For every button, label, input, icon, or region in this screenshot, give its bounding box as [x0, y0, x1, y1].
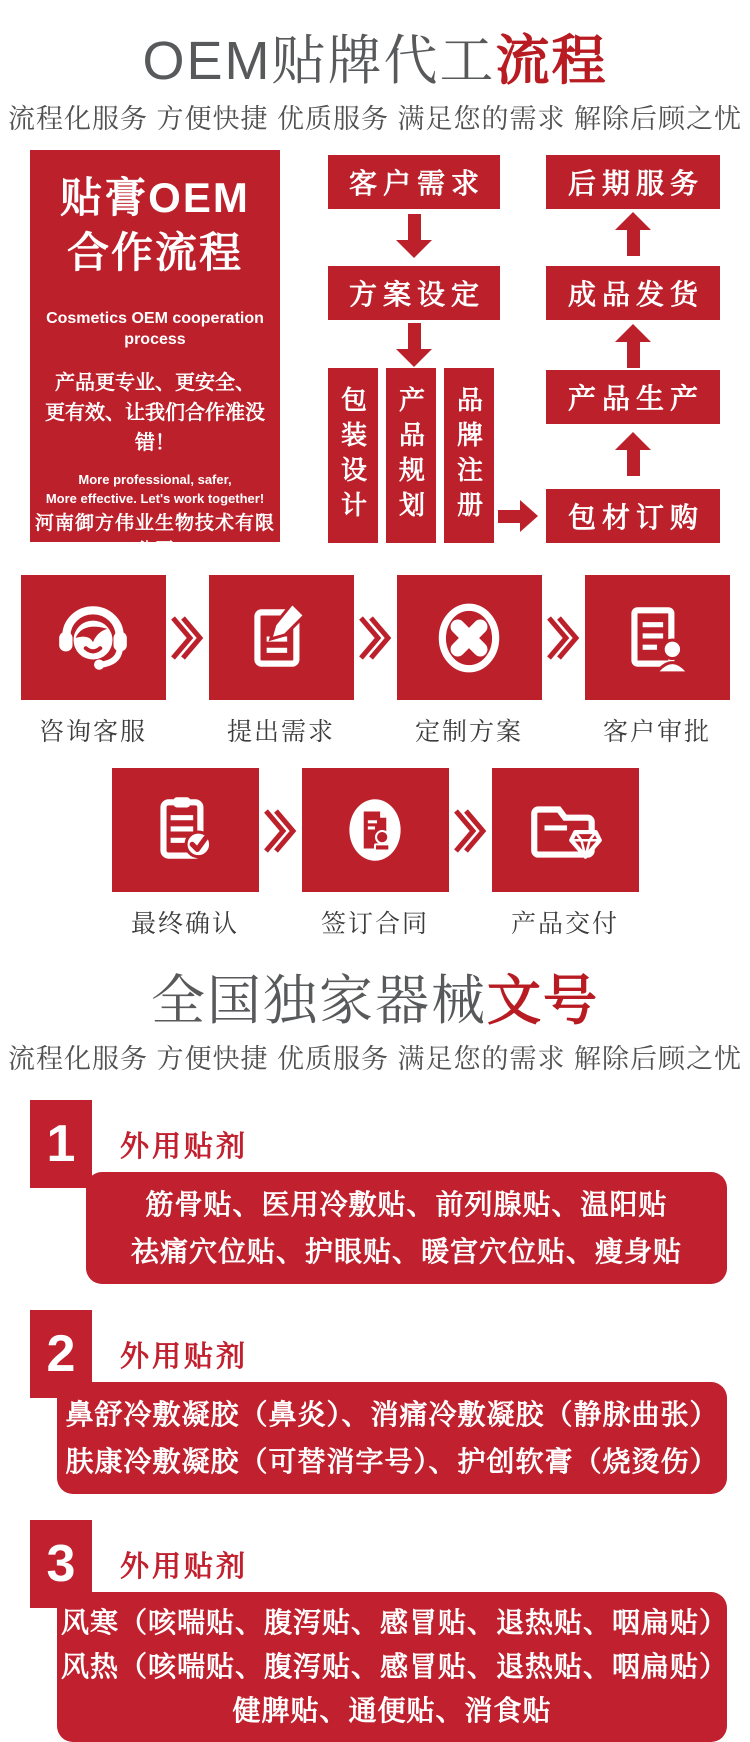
process-step — [21, 575, 166, 748]
section-label: 外用贴剂 — [120, 1550, 249, 1583]
arrow-up-icon — [615, 324, 651, 368]
flow-step-plan-setting: 方案设定 — [328, 266, 500, 320]
process-step-label: 定制方案 — [414, 718, 523, 746]
product-list-line: 筋骨贴、医用冷敷贴、前列腺贴、温阳贴 — [145, 1189, 668, 1220]
product-list-line: 祛痛穴位贴、护眼贴、暖宫穴位贴、瘦身贴 — [130, 1236, 682, 1267]
chevron-right-icon — [449, 768, 492, 893]
product-delivery-icon — [492, 768, 639, 892]
process-step-label: 最终确认 — [130, 910, 239, 938]
flow-step-brand-registration: 品牌注册 — [444, 368, 494, 543]
intro-card-pitch-en: More professional, safer, More effective. Let's work together! — [45, 472, 265, 506]
process-row-2 — [0, 768, 750, 940]
section-label: 外用贴剂 — [120, 1340, 249, 1373]
section-title-red: 文号 — [487, 971, 599, 1031]
chevron-right-icon — [259, 768, 302, 893]
process-row-1 — [0, 575, 750, 748]
page-subtitle: 流程化服务 方便快捷 优质服务 满足您的需求 解除后顾之忧 — [7, 104, 742, 134]
product-list-line: 风寒（咳喘贴、腹泻贴、感冒贴、退热贴、咽扁贴） — [61, 1607, 729, 1638]
product-list-box — [57, 1592, 727, 1742]
chevron-right-icon — [354, 575, 397, 700]
process-step — [397, 575, 542, 748]
product-list-box — [86, 1172, 727, 1284]
flow-step-shipment: 成品发货 — [546, 266, 720, 320]
intro-card-subtitle-en: Cosmetics OEM cooperation process — [46, 310, 264, 348]
product-list-line: 风热（咳喘贴、腹泻贴、感冒贴、退热贴、咽扁贴） — [61, 1651, 729, 1682]
product-list-line: 鼻舒冷敷凝胶（鼻炎）、消痛冷敷凝胶（静脉曲张） — [65, 1399, 719, 1430]
flow-step-after-service: 后期服务 — [546, 155, 720, 209]
process-step — [209, 575, 354, 748]
page-title — [0, 0, 750, 92]
process-step-label: 客户审批 — [602, 718, 711, 746]
chevron-right-icon — [166, 575, 209, 700]
section-label: 外用贴剂 — [120, 1130, 249, 1163]
page-title-red: 流程 — [495, 31, 608, 91]
flow-step-customer-demand: 客户需求 — [328, 155, 500, 209]
arrow-up-icon — [615, 212, 651, 256]
product-list-line: 健脾贴、通便贴、消食贴 — [232, 1695, 552, 1726]
section-number-badge: 3 — [30, 1520, 92, 1608]
product-list-box — [57, 1382, 727, 1494]
process-step — [112, 768, 259, 940]
arrow-up-icon — [615, 432, 651, 476]
process-step — [585, 575, 730, 748]
flow-step-material-purchase: 包材订购 — [546, 489, 720, 543]
section-title — [0, 970, 750, 1032]
arrow-right-icon — [498, 500, 538, 532]
intro-card-pitch: 产品更专业、更安全、 更有效、让我们合作准没错！ — [45, 372, 265, 454]
final-confirm-icon — [112, 768, 259, 892]
intro-card-title: 贴膏OEM 合作流程 — [60, 174, 250, 276]
section-number-badge: 1 — [30, 1100, 92, 1188]
intro-card — [30, 150, 280, 561]
flow-step-product-planning: 产品规划 — [386, 368, 436, 543]
flow-step-package-design: 包装设计 — [328, 368, 378, 543]
process-step-label: 签订合同 — [320, 910, 429, 938]
section-number-badge: 2 — [30, 1310, 92, 1398]
page-title-gray: OEM贴牌代工 — [142, 31, 496, 91]
process-step — [302, 768, 449, 940]
product-section-2 — [0, 1310, 750, 1494]
arrow-down-icon — [396, 323, 432, 367]
process-step-label: 咨询客服 — [38, 718, 147, 746]
edit-demand-icon — [209, 575, 354, 700]
product-section-1 — [0, 1100, 750, 1284]
custom-plan-icon — [397, 575, 542, 700]
oem-flowchart — [0, 148, 750, 561]
section-subtitle: 流程化服务 方便快捷 优质服务 满足您的需求 解除后顾之忧 — [7, 1044, 742, 1074]
process-step-label: 提出需求 — [226, 718, 335, 746]
customer-service-icon — [21, 575, 166, 700]
sign-contract-icon — [302, 768, 449, 892]
company-name: 河南御方伟业生物技术有限公司 — [34, 513, 275, 561]
flow-step-production: 产品生产 — [546, 370, 720, 424]
chevron-right-icon — [542, 575, 585, 700]
section-title-gray: 全国独家器械 — [151, 971, 487, 1031]
process-step — [492, 768, 639, 940]
product-section-3 — [0, 1520, 750, 1742]
customer-approval-icon — [585, 575, 730, 700]
process-step-label: 产品交付 — [510, 910, 619, 938]
arrow-down-icon — [396, 214, 432, 258]
product-list-line: 肤康冷敷凝胶（可替消字号）、护创软膏（烧烫伤） — [65, 1446, 719, 1477]
